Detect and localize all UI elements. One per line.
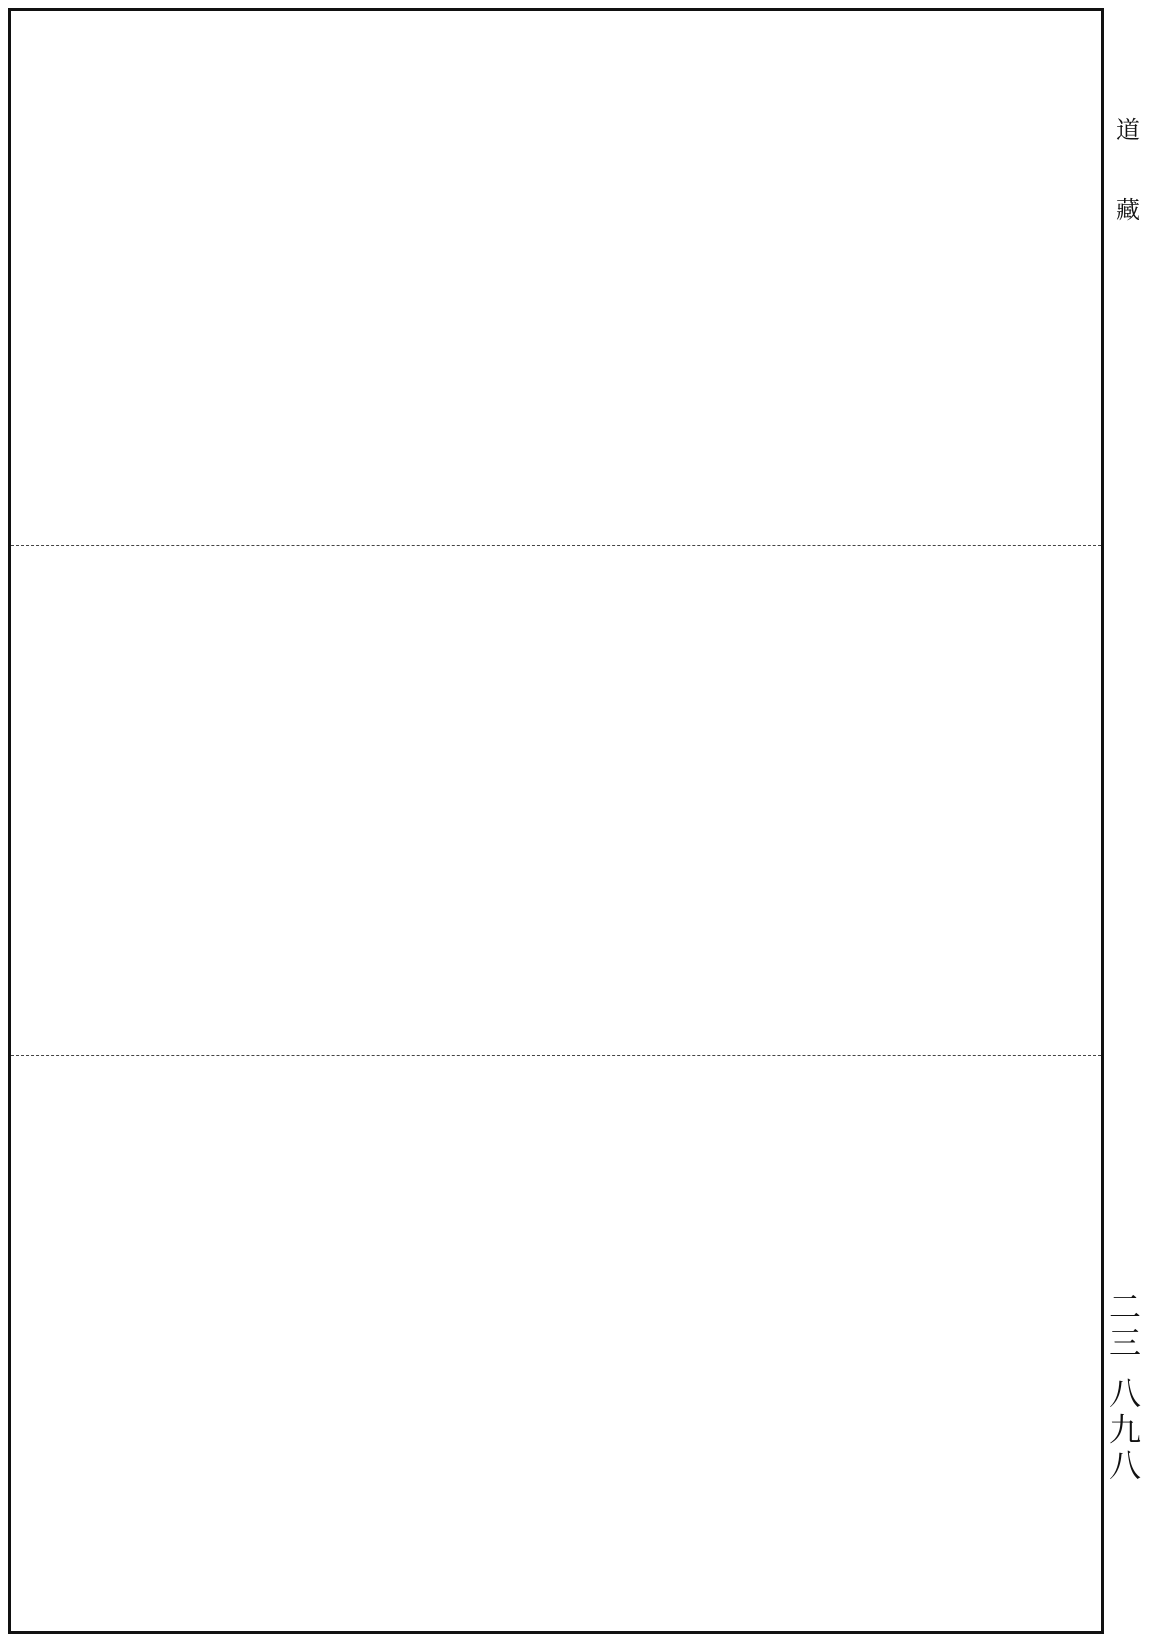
text-columns — [51, 560, 1071, 1045]
page-frame — [8, 8, 1104, 1634]
text-band-top — [11, 11, 1101, 546]
margin-title-char: 道 — [1116, 116, 1140, 144]
text-columns — [51, 25, 1071, 535]
right-margin — [1104, 0, 1156, 1644]
page-number: 二三 八九八 — [1104, 1290, 1142, 1485]
text-columns — [51, 1070, 1071, 1621]
margin-title-char: 藏 — [1116, 196, 1140, 224]
text-band-bottom — [11, 1056, 1101, 1631]
text-band-middle — [11, 546, 1101, 1056]
